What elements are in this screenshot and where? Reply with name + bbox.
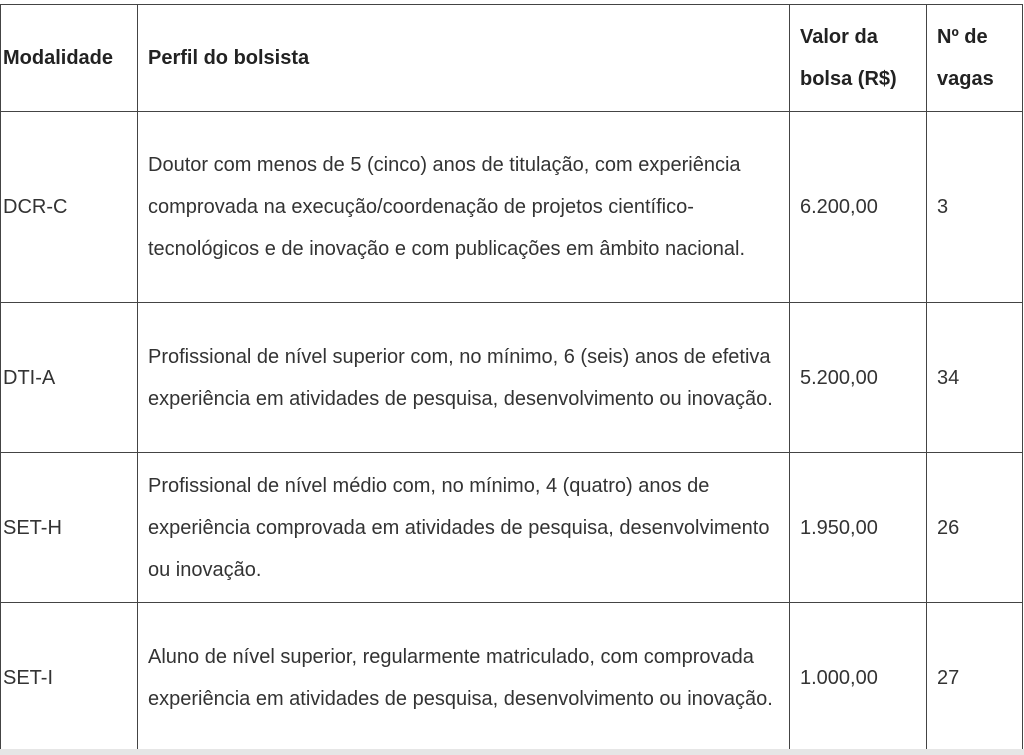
cell-perfil: Profissional de nível superior com, no mínimo, 6 (seis) anos de efetiva experiência em atividades de pesquisa, desenvolvimento ou inovação. xyxy=(138,303,790,453)
cell-perfil: Aluno de nível superior, regularmente matriculado, com comprovada experiência em atividades de pesquisa, desenvolvimento ou inovação. xyxy=(138,603,790,753)
table-row xyxy=(1,303,1023,453)
table-row xyxy=(1,453,1023,603)
cell-vagas: 27 xyxy=(927,603,1023,753)
cell-valor: 1.950,00 xyxy=(790,453,927,603)
cell-valor: 1.000,00 xyxy=(790,603,927,753)
cell-perfil: Doutor com menos de 5 (cinco) anos de titulação, com experiência comprovada na execução/coordenação de projetos científico-tecnológicos e de inovação e com publicações em âmbito nacional. xyxy=(138,112,790,303)
table-header xyxy=(1,5,1023,112)
header-valor: Valor da bolsa (R$) xyxy=(790,5,927,112)
table-row xyxy=(1,603,1023,753)
table-row xyxy=(1,112,1023,303)
cell-valor: 5.200,00 xyxy=(790,303,927,453)
cell-perfil: Profissional de nível médio com, no mínimo, 4 (quatro) anos de experiência comprovada em atividades de pesquisa, desenvolvimento ou inovação. xyxy=(138,453,790,603)
header-row xyxy=(1,5,1023,112)
cell-modalidade: SET-I xyxy=(1,603,138,753)
cell-modalidade: SET-H xyxy=(1,453,138,603)
cell-modalidade: DTI-A xyxy=(1,303,138,453)
bolsas-table xyxy=(0,4,1023,753)
cell-modalidade: DCR-C xyxy=(1,112,138,303)
header-perfil: Perfil do bolsista xyxy=(138,5,790,112)
cell-valor: 6.200,00 xyxy=(790,112,927,303)
horizontal-scrollbar[interactable] xyxy=(0,749,1024,755)
cell-vagas: 34 xyxy=(927,303,1023,453)
header-vagas: Nº de vagas xyxy=(927,5,1023,112)
header-modalidade: Modalidade xyxy=(1,5,138,112)
cell-vagas: 3 xyxy=(927,112,1023,303)
cell-vagas: 26 xyxy=(927,453,1023,603)
table-body xyxy=(1,112,1023,753)
